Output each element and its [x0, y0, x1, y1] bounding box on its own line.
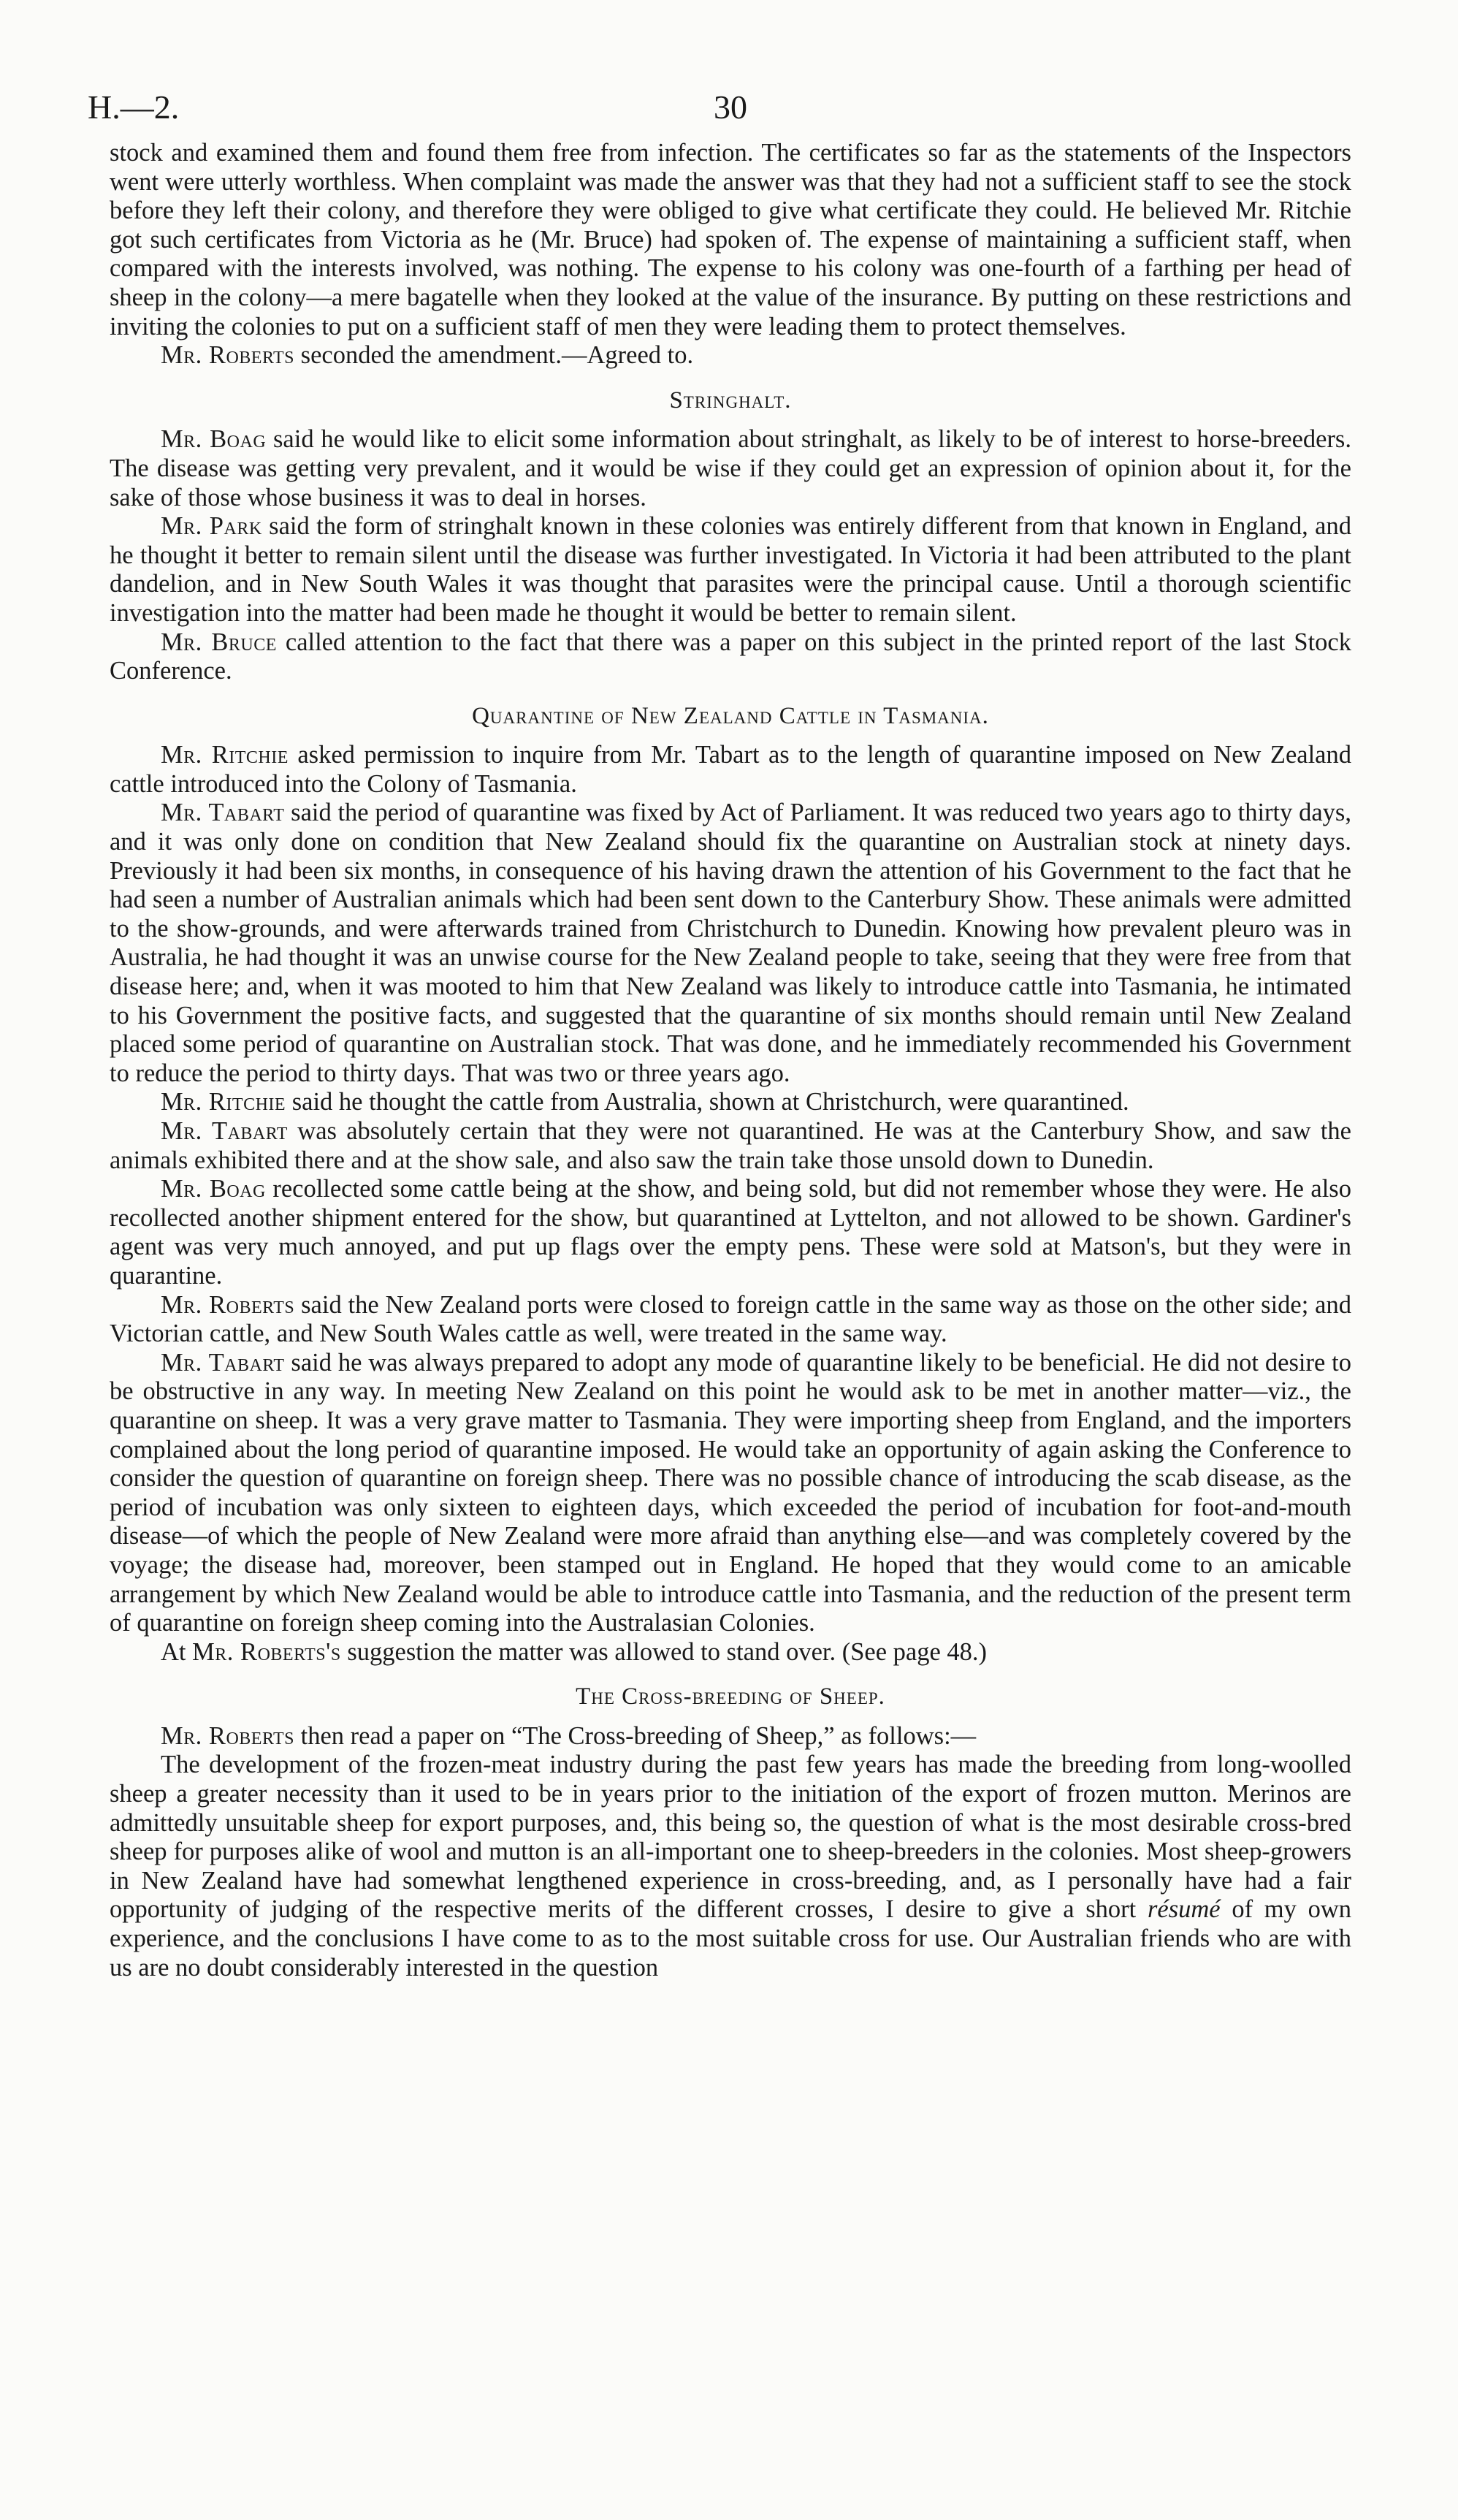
paragraph-text: said the New Zealand ports were closed to foreign cattle in the same way as those on the other side; and Victorian cattle, and New South Wales cattle as well, were treated in the same way. [110, 1290, 1351, 1348]
paragraph-text: seconded the amendment.—Agreed to. [294, 341, 694, 370]
paragraph-text: said he thought the cattle from Australia, shown at Christchurch, were quarantined. [286, 1088, 1129, 1116]
paragraph [110, 1751, 1351, 1982]
paragraph [110, 1175, 1351, 1290]
speaker-name: Mr. Boag [161, 425, 267, 454]
paragraph [110, 1349, 1351, 1638]
speaker-name: Mr. Tabart [161, 1348, 285, 1377]
speaker-name: Mr. Roberts [161, 1290, 295, 1319]
speaker-name: Mr. Tabart [161, 799, 285, 827]
paragraph [110, 1117, 1351, 1175]
paragraph-text: recollected some cattle being at the show, and being sold, but did not remember whose they were. He also recollected another shipment entered for the show, but quarantined at Lyttelton, and not allowed to be shown. Gardiner's agent was very much annoyed, and put up flags over the empty pens. These were sold at Matson's, but they were in quarantine. [110, 1175, 1351, 1290]
paragraph-prefix: At [161, 1637, 193, 1666]
paragraph-text: said the period of quarantine was fixed by Act of Parliament. It was reduced two years ago to thirty days, and it was only done on condition that New Zealand should fix the quarantine on Australian stock at ninety days. Previously it had been six months, in consequence of his having drawn the attention of his Government to the fact that he had seen a number of Australian animals which had been sent down to the Canterbury Show. These animals were admitted to the show-grounds, and were afterwards trained from Christchurch to Dunedin. Knowing how prevalent pleuro was in Australia, he had thought it was an unwise course for the New Zealand people to take, seeing that they were free from that disease here; and, when it was mooted to him that New Zealand was likely to introduce cattle into Tasmania, he intimated to his Government the positive facts, and suggested that the quarantine of six months should remain until New Zealand placed some period of quarantine on Australian stock. That was done, and he immediately recommended his Government to reduce the period to thirty days. That was two or three years ago. [110, 799, 1351, 1087]
speaker-name: Mr. Boag [161, 1175, 266, 1203]
paragraph-text: suggestion the matter was allowed to stand over. (See page 48.) [340, 1637, 988, 1666]
section-heading: The Cross-breeding of Sheep. [576, 1683, 885, 1710]
page-number: 30 [714, 88, 747, 126]
paragraph-text: then read a paper on “The Cross-breeding of Sheep,” as follows:— [294, 1721, 977, 1750]
speaker-name: Mr. Roberts [161, 1721, 295, 1750]
paragraph-text: was absolutely certain that they were not quarantined. He was at the Canterbury Show, and saw the animals exhibited there and at the show sale, and also saw the train take those unsold down to Dunedin. [110, 1117, 1351, 1174]
speaker-name: Mr. Roberts [161, 341, 295, 370]
document-page [88, 80, 1351, 1982]
paragraph [110, 1088, 1351, 1117]
paragraph-text: said he was always prepared to adopt any mode of quarantine likely to be beneficial. He did not desire to be obstructive in any way. In meeting New Zealand on this point he would ask to be met in another matter—viz., the quarantine on sheep. It was a very grave matter to Tasmania. They were importing sheep from England, and the importers complained about the long period of quarantine imposed. He would take an opportunity of again asking the Conference to consider the question of quarantine on foreign sheep. There was no possible chance of introducing the scab disease, as the period of incubation was only sixteen to eighteen days, which exceeded the period of incubation for foot-and-mouth disease—of which the people of New Zealand were more afraid than anything else—and was completely covered by the voyage; the disease had, moreover, been stamped out in England. He hoped that they would come to an amicable arrangement by which New Zealand would be able to introduce cattle into Tasmania, and the reduction of the present term of quarantine on foreign sheep coming into the Australasian Colonies. [110, 1348, 1351, 1637]
body-text [110, 139, 1351, 1982]
paragraph-text: of my own experience, and the conclusions I have come to as to the most suitable cross for use. Our Australian friends who are with us are no doubt considerably interested in the question [110, 1895, 1351, 1982]
speaker-name: Mr. Ritchie [161, 1088, 286, 1116]
paragraph-text: stock and examined them and found them free from infection. The certificates so far as the statements of the Inspectors went were utterly worthless. When complaint was made the answer was that they had not a sufficient staff to see the stock before they left their colony, and therefore they were obliged to give what certificate they could. He believed Mr. Ritchie got such certificates from Victoria as he (Mr. Bruce) had spoken of. The expense of maintaining a sufficient staff, when compared with the interests involved, was nothing. The expense to his colony was one-fourth of a farthing per head of sheep in the colony—a mere bagatelle when they looked at the value of the insurance. By putting on these restrictions and inviting the colonies to put on a sufficient staff of men they were leading them to protect themselves. [110, 139, 1351, 340]
paragraph [110, 628, 1351, 686]
speaker-name: Mr. Ritchie [161, 741, 289, 769]
paragraph [110, 741, 1351, 799]
paragraph [110, 425, 1351, 512]
paragraph-text: The development of the frozen-meat industry during the past few years has made the breeding from long-woolled sheep a greater necessity than it used to be in years prior to the initiation of the export of frozen mutton. Merinos are admittedly unsuitable sheep for export purposes, and, this being so, the question of what is the most desirable cross-bred sheep for purposes alike of wool and mutton is an all-important one to sheep-breeders in the colonies. Most sheep-growers in New Zealand have had somewhat lengthened experience in cross-breeding, and, as I personally have had a fair opportunity of judging of the respective merits of the different crosses, I desire to give a short [110, 1751, 1351, 1924]
speaker-name: Mr. Park [161, 512, 262, 541]
paragraph-text: asked permission to inquire from Mr. Tabart as to the length of quarantine imposed on New Zealand cattle introduced into the Colony of Tasmania. [110, 741, 1351, 798]
paragraph [110, 799, 1351, 1088]
paragraph-text: said he would like to elicit some information about stringhalt, as likely to be of interest to horse-breeders. The disease was getting very prevalent, and it would be wise if they could get an expression of opinion about it, for the sake of those whose business it was to deal in horses. [110, 425, 1351, 511]
speaker-name: Mr. Tabart [161, 1117, 288, 1145]
paragraph [110, 512, 1351, 628]
paragraph [110, 341, 1351, 370]
paragraph [110, 1291, 1351, 1349]
document-identifier: H.—2. [88, 88, 180, 126]
paragraph [110, 139, 1351, 341]
italic-term: résumé [1147, 1895, 1221, 1924]
paragraph-text: called attention to the fact that there was a paper on this subject in the printed report of the last Stock Conference. [110, 628, 1351, 685]
paragraph-text: said the form of stringhalt known in these colonies was entirely different from that known in England, and he thought it better to remain silent until the disease was further investigated. In Victoria it had been attributed to the plant dandelion, and in New South Wales it was thought that parasites were the principal cause. Until a thorough scientific investigation into the matter had been made he thought it would be better to remain silent. [110, 512, 1351, 627]
paragraph [110, 1722, 1351, 1751]
speaker-name: Mr. Bruce [161, 628, 277, 656]
paragraph [110, 1638, 1351, 1667]
section-heading: Quarantine of New Zealand Cattle in Tasmania. [472, 702, 989, 729]
section-heading: Stringhalt. [669, 387, 792, 414]
speaker-name: Mr. Roberts's [192, 1637, 341, 1666]
page-header [88, 80, 1351, 139]
